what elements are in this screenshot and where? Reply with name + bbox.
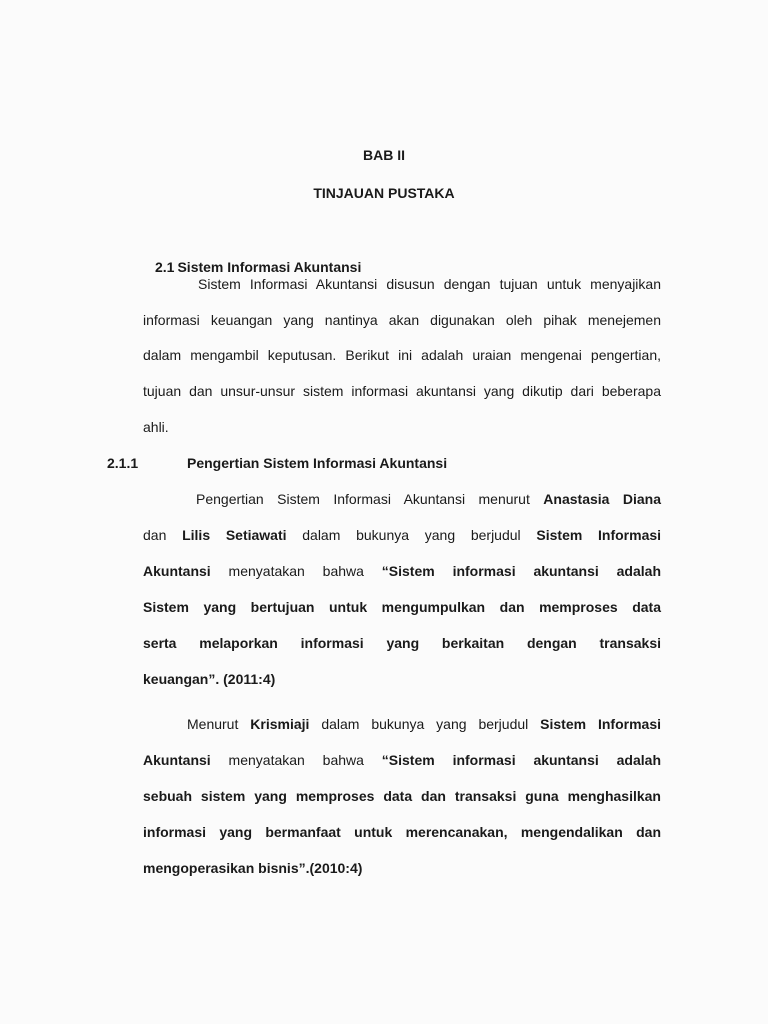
para2-line: Menurut Krismiaji dalam bukunya yang berjudul Sistem Informasi	[187, 716, 661, 732]
para2-line: Akuntansi menyatakan bahwa “Sistem informasi akuntansi adalah	[143, 752, 661, 768]
quote-line: serta melaporkan informasi yang berkaitan dengan transaksi	[143, 635, 661, 651]
section-2-1-heading	[155, 259, 361, 275]
quote-line: Sistem yang bertujuan untuk mengumpulkan dan memproses data	[143, 599, 661, 615]
quote-line: informasi yang bermanfaat untuk merencanakan, mengendalikan dan	[143, 824, 661, 840]
section-2-1-line: ahli.	[143, 419, 169, 435]
book-title: Akuntansi	[143, 563, 211, 579]
book-title: Sistem Informasi	[540, 716, 661, 732]
quote-line: mengoperasikan bisnis”.(2010:4)	[143, 860, 363, 876]
section-2-1-1-title: Pengertian Sistem Informasi Akuntansi	[187, 455, 448, 471]
quote-line: sebuah sistem yang memproses data dan transaksi guna menghasilkan	[143, 788, 661, 804]
chapter-title: TINJAUAN PUSTAKA	[313, 185, 455, 201]
section-2-1-line: informasi keuangan yang nantinya akan digunakan oleh pihak menejemen	[143, 312, 661, 328]
author-name: Anastasia Diana	[543, 491, 661, 507]
author-name: Lilis Setiawati	[182, 527, 287, 543]
para1-line: Pengertian Sistem Informasi Akuntansi menurut Anastasia Diana	[196, 491, 661, 507]
section-2-1-1-number: 2.1.1	[107, 455, 139, 471]
author-name: Krismiaji	[250, 716, 310, 732]
section-2-1-line: tujuan dan unsur-unsur sistem informasi akuntansi yang dikutip dari beberapa	[143, 383, 661, 399]
book-title: Akuntansi	[143, 752, 211, 768]
chapter-number: BAB II	[363, 147, 405, 163]
section-2-1-line: dalam mengambil keputusan. Berikut ini adalah uraian mengenai pengertian,	[143, 347, 661, 363]
quote-line: keuangan”. (2011:4)	[143, 671, 276, 687]
section-2-1-number: 2.1	[155, 259, 175, 275]
quote-text: “Sistem informasi akuntansi adalah	[381, 563, 661, 579]
book-title: Sistem Informasi	[536, 527, 662, 543]
section-2-1-line: Sistem Informasi Akuntansi disusun dengan tujuan untuk menyajikan	[198, 276, 661, 292]
para1-line: dan Lilis Setiawati dalam bukunya yang berjudul Sistem Informasi	[143, 527, 662, 543]
quote-text: “Sistem informasi akuntansi adalah	[381, 752, 661, 768]
para1-line: Akuntansi menyatakan bahwa “Sistem informasi akuntansi adalah	[143, 563, 661, 579]
section-2-1-title: Sistem Informasi Akuntansi	[177, 259, 362, 275]
